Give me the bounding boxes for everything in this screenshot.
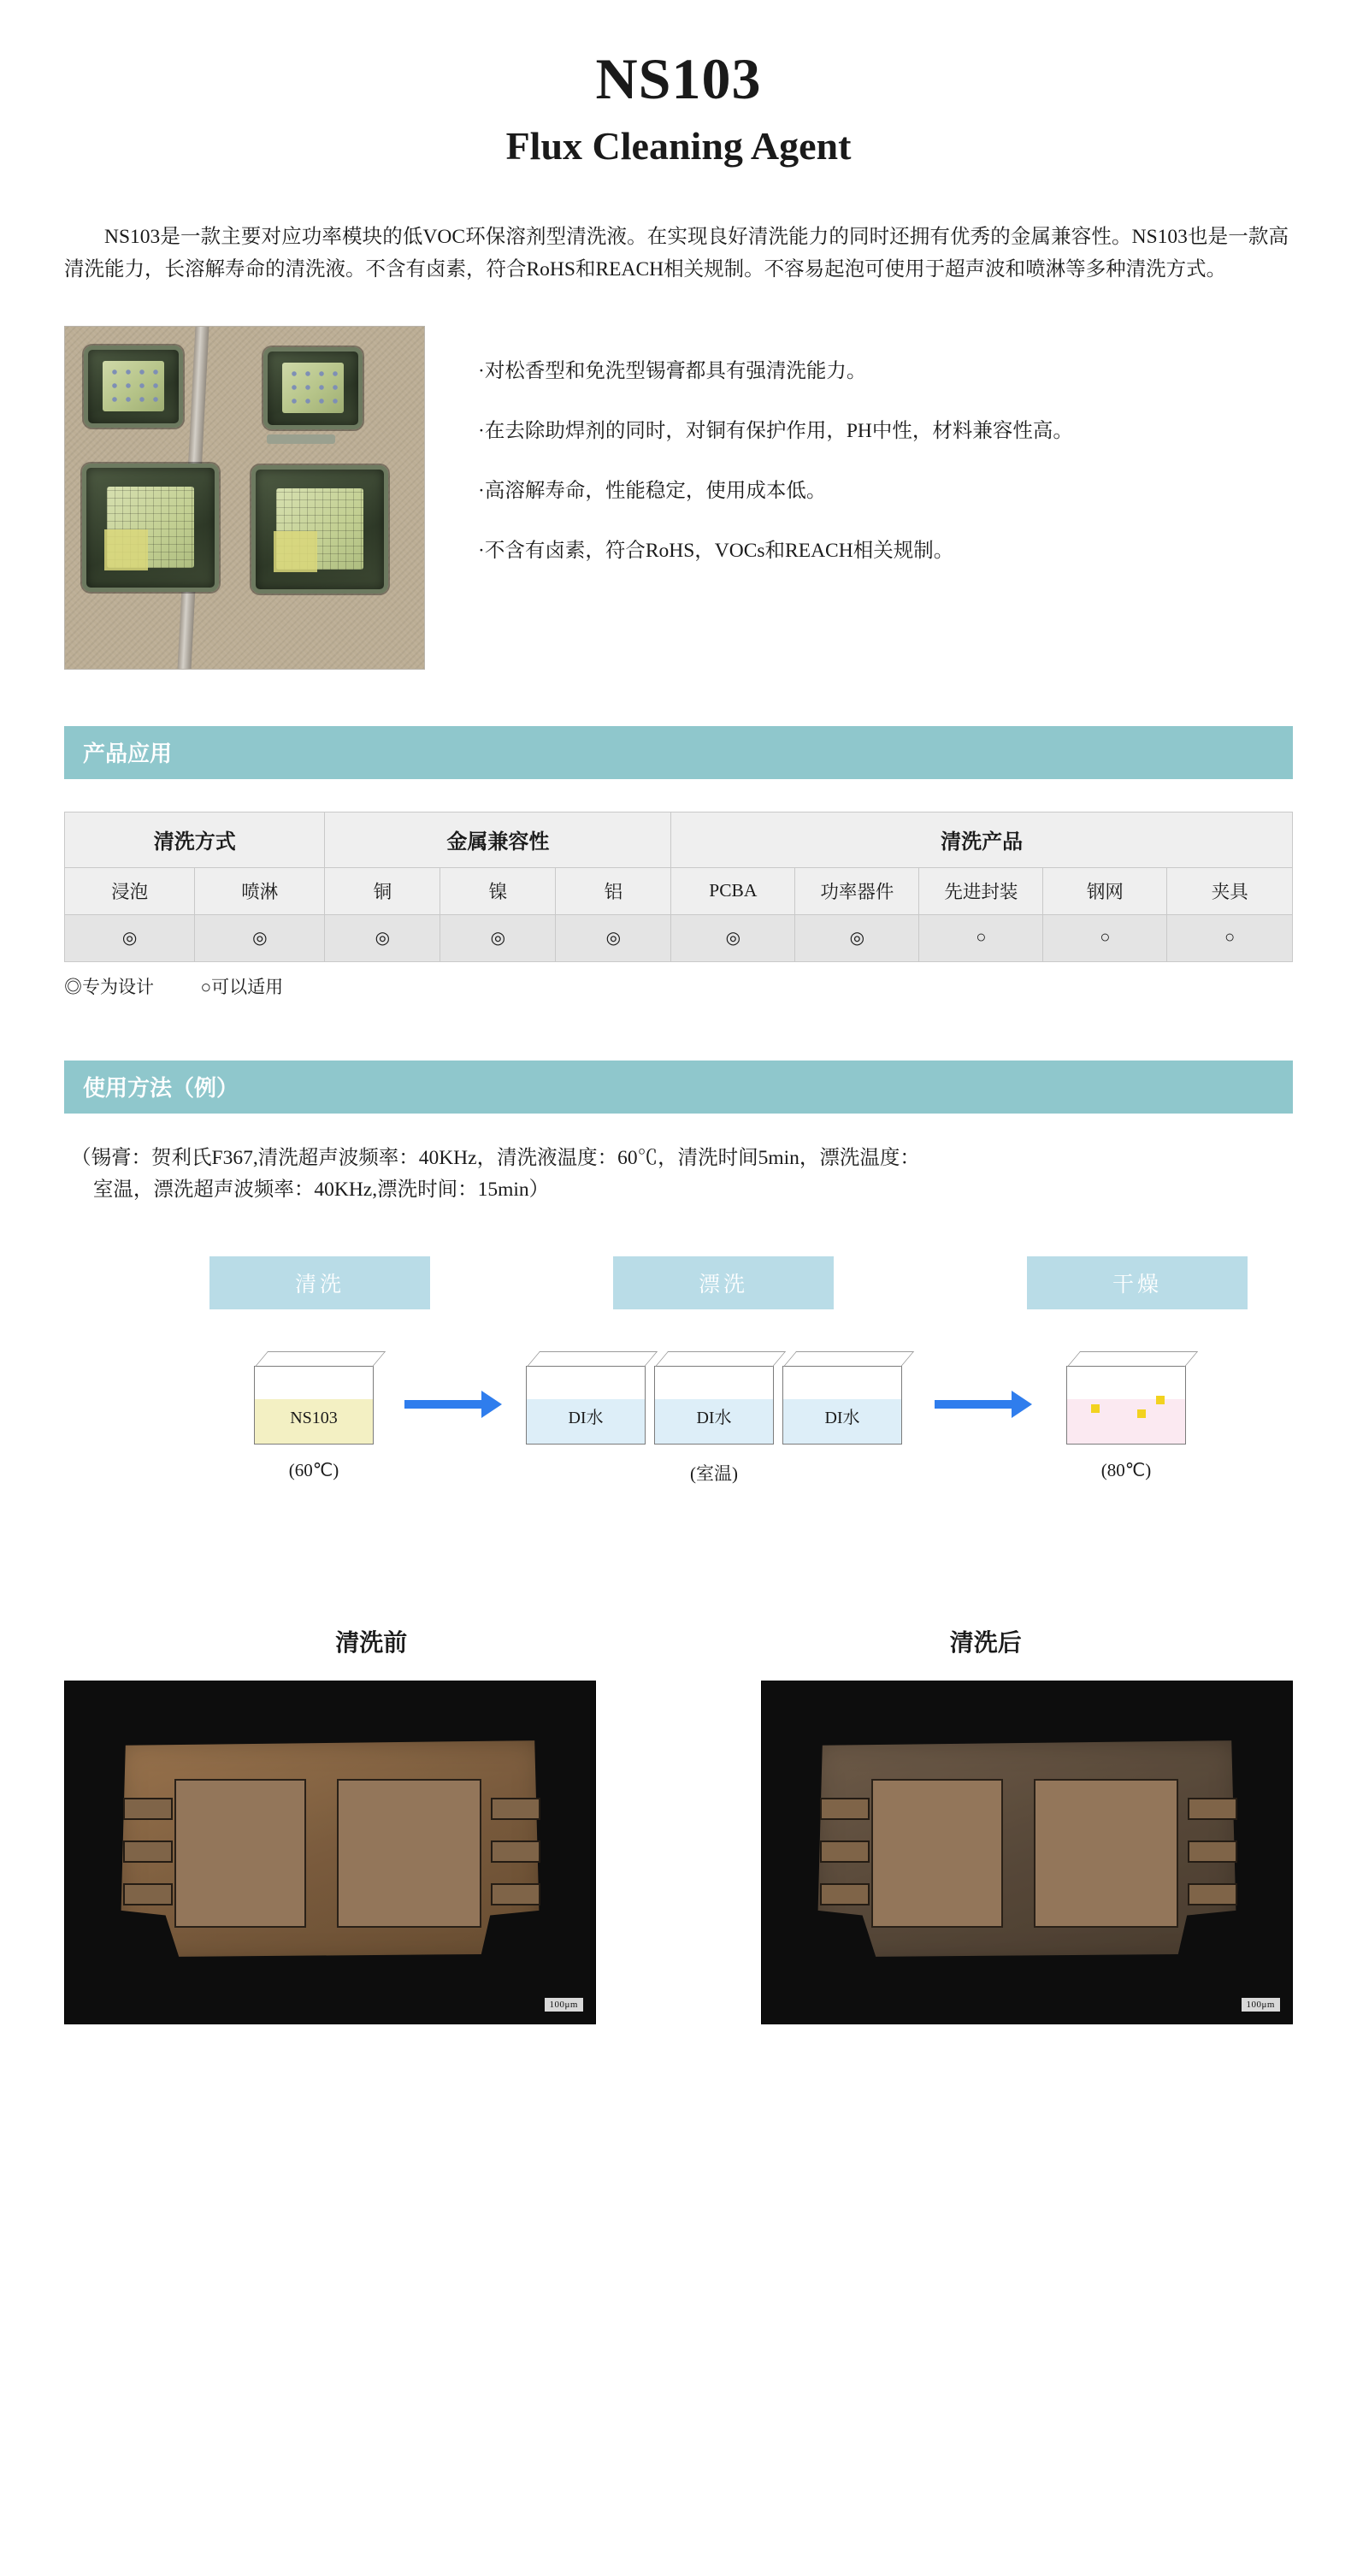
process-diagram [64, 1256, 1293, 1513]
tank-label: NS103 [290, 1408, 338, 1427]
lead-frame [805, 1731, 1249, 1974]
pcb-connector-bar [267, 434, 335, 444]
legend-applicable: ○可以适用 [200, 976, 284, 997]
table-legend [64, 973, 1293, 999]
usage-note-line1: （锡膏：贺利氏F367,清洗超声波频率：40KHz，清洗液温度：60℃，清洗时间5min，漂洗温度： [71, 1146, 920, 1169]
mark-cell: ◎ [440, 914, 556, 961]
after-image [761, 1681, 1293, 2024]
lead-pin [491, 1840, 540, 1863]
mark-cell: ○ [1043, 914, 1167, 961]
tank-label: DI水 [696, 1408, 732, 1427]
lead-frame-pad [871, 1779, 1003, 1928]
table-column-header-row [65, 867, 1293, 914]
lead-pin [820, 1840, 870, 1863]
column-header: 铜 [325, 867, 440, 914]
lead-pin [491, 1883, 540, 1905]
column-header: PCBA [671, 867, 795, 914]
legend-designed: ◎专为设计 [64, 976, 154, 997]
lead-pin [1188, 1883, 1237, 1905]
arrow-rinse-to-dry [935, 1400, 1013, 1409]
mark-cell: ○ [1167, 914, 1293, 961]
lead-frame-pad [174, 1779, 306, 1928]
mark-cell: ◎ [325, 914, 440, 961]
step-label-drying: 干燥 [1027, 1256, 1248, 1309]
column-header: 先进封装 [919, 867, 1043, 914]
group-header-cleaning-method: 清洗方式 [65, 812, 325, 867]
chip-solder-dots [287, 367, 338, 408]
dry-spark-icon [1091, 1404, 1100, 1413]
column-header: 钢网 [1043, 867, 1167, 914]
step-label-rinsing: 漂洗 [613, 1256, 834, 1309]
lead-pin [123, 1798, 173, 1820]
tank-cleaning [254, 1366, 374, 1445]
lead-frame-pad [1034, 1779, 1178, 1928]
column-header: 夹具 [1167, 867, 1293, 914]
after-title: 清洗后 [949, 1629, 1022, 1657]
feature-item: ·不含有卤素，符合RoHS，VOCs和REACH相关规制。 [478, 539, 954, 562]
chip-top-right [263, 347, 363, 429]
document-page [0, 47, 1357, 2576]
usage-note [64, 1143, 1293, 1207]
section-band-application: 产品应用 [64, 726, 1293, 779]
chip-top-left [84, 346, 183, 428]
chip-corner-marking [274, 531, 317, 572]
lead-pin [820, 1798, 870, 1820]
comparison-images [64, 1681, 1293, 2089]
scale-bar: 100μm [1242, 1998, 1280, 2012]
dry-spark-icon [1156, 1396, 1165, 1404]
temperature-drying: (80℃) [1100, 1459, 1152, 1480]
lead-frame [108, 1731, 552, 1974]
tank-label: DI水 [824, 1408, 860, 1427]
lead-pin [123, 1840, 173, 1863]
lead-pin [820, 1883, 870, 1905]
application-table [64, 812, 1293, 962]
step-label-cleaning: 清洗 [209, 1256, 430, 1309]
chip-bottom-left [82, 464, 219, 592]
product-photo [64, 326, 425, 670]
temperature-rinsing: (室温) [690, 1462, 738, 1484]
tank-rinse-2 [654, 1366, 774, 1445]
mark-cell: ◎ [671, 914, 795, 961]
tank-label: DI水 [568, 1408, 604, 1427]
mark-cell: ◎ [795, 914, 919, 961]
lead-frame-pad [337, 1779, 481, 1928]
application-table-wrap [64, 812, 1293, 999]
mark-cell: ○ [919, 914, 1043, 961]
dry-spark-icon [1137, 1409, 1146, 1418]
tank-drying [1066, 1366, 1186, 1445]
column-header: 镍 [440, 867, 556, 914]
mark-cell: ◎ [195, 914, 325, 961]
scale-bar: 100μm [545, 1998, 583, 2012]
group-header-cleaning-products: 清洗产品 [671, 812, 1293, 867]
lead-pin [491, 1798, 540, 1820]
group-header-metal-compatibility: 金属兼容性 [325, 812, 671, 867]
tank-liquid [1067, 1399, 1185, 1444]
section-band-usage: 使用方法（例） [64, 1061, 1293, 1114]
chip-solder-dots [108, 365, 158, 406]
before-title: 清洗前 [335, 1629, 408, 1657]
chip-corner-marking [104, 529, 148, 570]
lead-pin [123, 1883, 173, 1905]
column-header: 浸泡 [65, 867, 195, 914]
feature-item: ·在去除助焊剂的同时，对铜有保护作用，PH中性，材料兼容性高。 [478, 419, 1073, 442]
tank-rinse-3 [782, 1366, 902, 1445]
column-header: 功率器件 [795, 867, 919, 914]
intro-paragraph: NS103是一款主要对应功率模块的低VOC环保溶剂型清洗液。在实现良好清洗能力的同时还拥有优秀的金属兼容性。NS103也是一款高清洗能力，长溶解寿命的清洗液。不含有卤素，符合RoHS和REACH相关规制。不容易起泡可使用于超声波和喷淋等多种清洗方式。 [64, 226, 1289, 281]
comparison-titles [64, 1624, 1293, 1658]
usage-note-line2: 室温，漂洗超声波频率：40KHz,漂洗时间：15min） [92, 1179, 550, 1202]
feature-list [478, 326, 1293, 565]
feature-item: ·对松香型和免洗型锡膏都具有强清洗能力。 [478, 359, 867, 382]
column-header: 喷淋 [195, 867, 325, 914]
mark-cell: ◎ [556, 914, 671, 961]
arrow-clean-to-rinse [404, 1400, 483, 1409]
feature-item: ·高溶解寿命，性能稳定，使用成本低。 [478, 479, 827, 502]
table-group-header-row [65, 812, 1293, 867]
lead-pin [1188, 1798, 1237, 1820]
mark-cell: ◎ [65, 914, 195, 961]
photo-and-features [64, 326, 1293, 670]
page-subtitle: Flux Cleaning Agent [505, 123, 852, 168]
tank-rinse-1 [526, 1366, 646, 1445]
chip-bottom-right [251, 465, 388, 594]
before-image [64, 1681, 596, 2024]
lead-pin [1188, 1840, 1237, 1863]
table-marks-row [65, 914, 1293, 961]
temperature-cleaning: (60℃) [288, 1459, 339, 1480]
column-header: 铝 [556, 867, 671, 914]
page-title: NS103 [595, 46, 762, 111]
